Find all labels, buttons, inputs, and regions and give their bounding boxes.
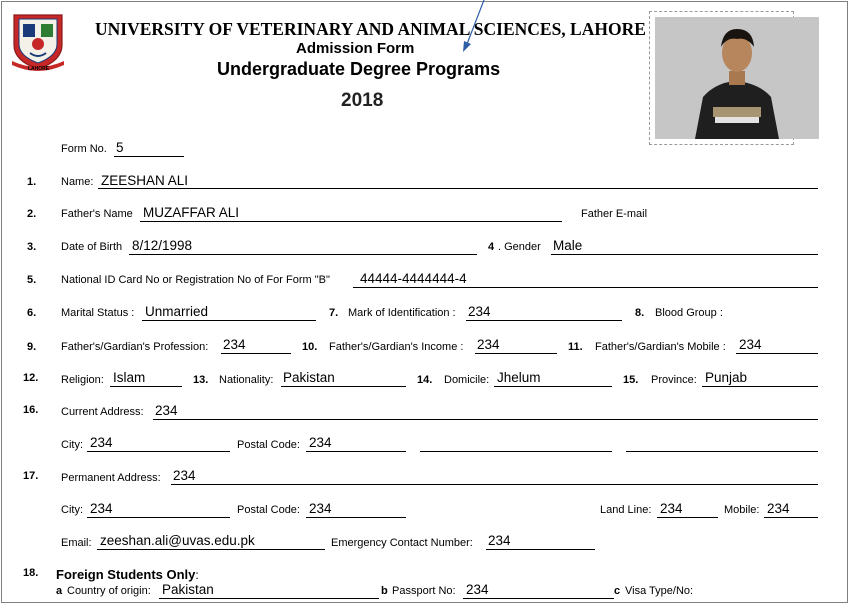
religion-label: Religion: — [61, 374, 104, 386]
guardian-income-field[interactable]: 234 — [477, 337, 500, 352]
emergency-contact-label: Emergency Contact Number: — [331, 537, 473, 549]
current-extra-line-1 — [420, 451, 612, 452]
permanent-city-line — [87, 517, 230, 518]
nid-line — [353, 287, 818, 288]
blood-group-label: Blood Group : — [655, 307, 723, 319]
pointer-arrow-icon — [460, 0, 488, 54]
mark-identification-line — [466, 320, 622, 321]
passport-field[interactable]: 234 — [466, 582, 489, 597]
current-postal-line — [306, 451, 406, 452]
permanent-mobile-field[interactable]: 234 — [767, 501, 790, 516]
dob-label: Date of Birth — [61, 241, 123, 253]
gender-line — [551, 254, 818, 255]
item-c-marker: c — [614, 585, 621, 597]
current-city-line — [87, 451, 230, 452]
guardian-income-label: Father's/Gardian's Income : — [329, 341, 464, 353]
permanent-address-label: Permanent Address: — [61, 472, 161, 484]
marital-status-label: Marital Status : — [61, 307, 135, 319]
item-b-marker: b — [381, 585, 388, 597]
father-name-label: Father's Name — [61, 208, 133, 220]
row-1-number: 1. — [27, 176, 37, 188]
country-origin-field[interactable]: Pakistan — [162, 582, 214, 597]
row-17-number: 17. — [23, 470, 39, 482]
row-13-number: 13. — [193, 374, 209, 386]
visa-label: Visa Type/No: — [625, 585, 694, 597]
form-no-line — [114, 156, 184, 157]
mark-identification-field[interactable]: 234 — [468, 304, 491, 319]
permanent-address-field[interactable]: 234 — [173, 468, 196, 483]
current-address-field[interactable]: 234 — [155, 403, 178, 418]
marital-status-field[interactable]: Unmarried — [145, 304, 209, 319]
province-line — [702, 386, 818, 387]
dob-field[interactable]: 8/12/1998 — [132, 238, 193, 253]
admission-year: 2018 — [341, 90, 384, 111]
guardian-mobile-field[interactable]: 234 — [739, 337, 762, 352]
permanent-city-field[interactable]: 234 — [90, 501, 113, 516]
permanent-postal-line — [306, 517, 406, 518]
landline-line — [657, 517, 718, 518]
emergency-contact-line — [486, 549, 595, 550]
row-12-number: 12. — [23, 372, 39, 384]
row-16-number: 16. — [23, 404, 39, 416]
current-city-field[interactable]: 234 — [90, 435, 113, 450]
emergency-contact-field[interactable]: 234 — [488, 533, 511, 548]
permanent-mobile-line — [764, 517, 818, 518]
row-2-number: 2. — [27, 208, 37, 220]
row-4-number: 4 — [488, 241, 495, 253]
mark-identification-label: Mark of Identification : — [348, 307, 456, 319]
province-field[interactable]: Punjab — [705, 370, 748, 385]
row-5-number: 5. — [27, 274, 37, 286]
guardian-income-line — [475, 353, 557, 354]
current-extra-line-2 — [626, 451, 818, 452]
foreign-students-colon: : — [195, 568, 199, 582]
row-18-number: 18. — [23, 567, 39, 579]
row-14-number: 14. — [417, 374, 433, 386]
name-label: Name: — [61, 176, 94, 188]
item-a-marker: a — [56, 585, 63, 597]
row-11-number: 11. — [568, 341, 583, 353]
form-no-label: Form No. — [61, 143, 107, 155]
nationality-line — [281, 386, 406, 387]
guardian-profession-line — [221, 353, 291, 354]
marital-status-line — [142, 320, 316, 321]
passport-label: Passport No: — [392, 585, 456, 597]
university-crest-icon — [10, 11, 66, 73]
father-email-label: Father E-mail — [581, 208, 648, 220]
guardian-mobile-line — [736, 353, 818, 354]
domicile-line — [494, 386, 612, 387]
email-label: Email: — [61, 537, 92, 549]
guardian-profession-label: Father's/Gardian's Profession: — [61, 341, 209, 353]
current-address-line — [153, 419, 818, 420]
email-field[interactable]: zeeshan.ali@uvas.edu.pk — [100, 533, 255, 548]
current-postal-field[interactable]: 234 — [309, 435, 332, 450]
nid-label: National ID Card No or Registration No of For Form "B" — [61, 274, 330, 286]
province-label: Province: — [651, 374, 697, 386]
permanent-address-line — [171, 484, 818, 485]
guardian-profession-field[interactable]: 234 — [223, 337, 246, 352]
university-title: UNIVERSITY OF VETERINARY AND ANIMAL SCIENCES, LAHORE — [95, 19, 646, 39]
father-name-line — [140, 221, 562, 222]
father-name-field[interactable]: MUZAFFAR ALI — [143, 205, 240, 220]
name-field[interactable]: ZEESHAN ALI — [101, 173, 189, 188]
religion-line — [110, 386, 182, 387]
domicile-field[interactable]: Jhelum — [497, 370, 541, 385]
nationality-label: Nationality: — [219, 374, 274, 386]
row-6-number: 6. — [27, 307, 37, 319]
permanent-city-label: City: — [61, 504, 83, 516]
row-3-number: 3. — [27, 241, 37, 253]
row-7-number: 7. — [329, 307, 339, 319]
row-9-number: 9. — [27, 341, 37, 353]
nid-field[interactable]: 44444-4444444-4 — [360, 271, 467, 286]
logo-caption: LAHORE — [28, 66, 50, 72]
row-8-number: 8. — [635, 307, 645, 319]
permanent-mobile-label: Mobile: — [724, 504, 760, 516]
row-15-number: 15. — [623, 374, 639, 386]
permanent-postal-field[interactable]: 234 — [309, 501, 332, 516]
email-line — [97, 549, 325, 550]
program-title: Undergraduate Degree Programs — [217, 59, 501, 79]
foreign-students-title: Foreign Students Only — [56, 567, 196, 582]
current-address-label: Current Address: — [61, 406, 144, 418]
current-postal-label: Postal Code: — [237, 439, 300, 451]
row-10-number: 10. — [302, 341, 318, 353]
gender-field[interactable]: Male — [553, 238, 583, 253]
gender-label: . Gender — [498, 241, 541, 253]
dob-line — [129, 254, 477, 255]
religion-field[interactable]: Islam — [113, 370, 146, 385]
domicile-label: Domicile: — [444, 374, 490, 386]
admission-form-subtitle: Admission Form — [296, 40, 415, 57]
name-line — [98, 188, 818, 189]
landline-field[interactable]: 234 — [660, 501, 683, 516]
permanent-postal-label: Postal Code: — [237, 504, 300, 516]
form-no-value[interactable]: 5 — [116, 140, 124, 155]
applicant-photo — [655, 17, 819, 139]
guardian-mobile-label: Father's/Gardian's Mobile : — [595, 341, 726, 353]
passport-line — [463, 598, 614, 599]
current-city-label: City: — [61, 439, 83, 451]
nationality-field[interactable]: Pakistan — [283, 370, 335, 385]
landline-label: Land Line: — [600, 504, 652, 516]
country-origin-line — [159, 598, 379, 599]
country-origin-label: Country of origin: — [67, 585, 151, 597]
